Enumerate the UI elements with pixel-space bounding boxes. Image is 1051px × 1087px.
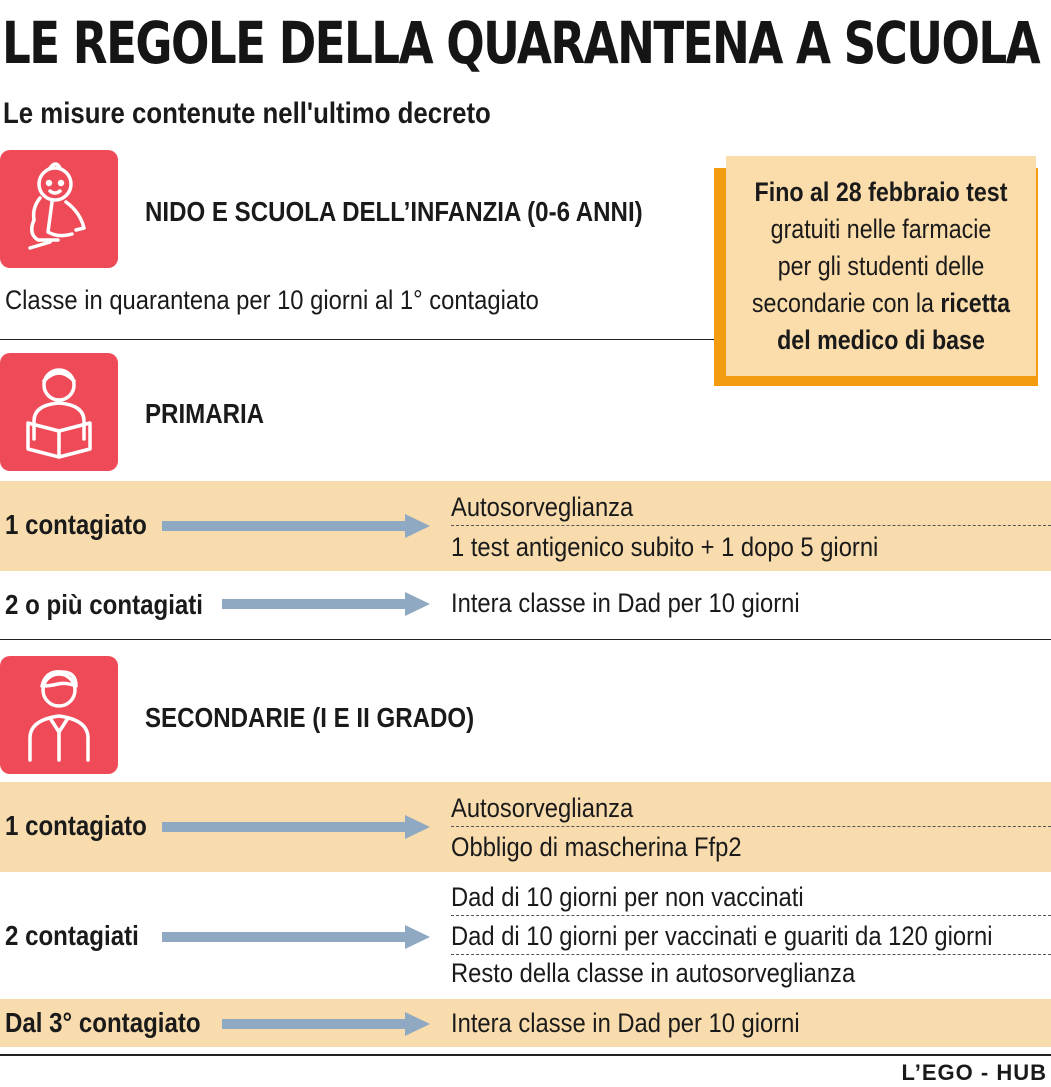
- divider: [0, 339, 714, 340]
- divider: [451, 954, 1051, 955]
- note-line-2: gratuiti nelle farmacie: [770, 213, 992, 244]
- page-title: LE REGOLE DELLA QUARANTENA A SCUOLA: [2, 9, 1040, 77]
- outcome: Dad di 10 giorni per non vaccinati: [451, 882, 804, 912]
- outcome: Dad di 10 giorni per vaccinati e guariti da 120 giorni: [451, 921, 993, 951]
- outcome: Intera classe in Dad per 10 giorni: [451, 588, 800, 618]
- arrow-icon: [162, 925, 430, 949]
- reading-child-icon: [0, 353, 118, 471]
- note-line-1: Fino al 28 febbraio test: [754, 176, 1008, 207]
- outcome: Intera classe in Dad per 10 giorni: [451, 1008, 800, 1038]
- page-subtitle: Le misure contenute nell'ultimo decreto: [3, 97, 491, 130]
- outcome: 1 test antigenico subito + 1 dopo 5 giorni: [451, 532, 879, 562]
- info-note-body: [726, 156, 1036, 376]
- info-note: [714, 168, 1038, 386]
- divider: [0, 1054, 1051, 1056]
- note-line-4a: secondarie con la: [751, 287, 941, 318]
- section-title-infanzia: NIDO E SCUOLA DELL’INFANZIA (0-6 ANNI): [145, 196, 643, 227]
- arrow-icon: [162, 815, 430, 839]
- student-icon: [0, 656, 118, 774]
- arrow-icon: [222, 592, 430, 616]
- arrow-icon: [222, 1012, 430, 1036]
- baby-icon: [0, 150, 118, 268]
- divider: [451, 915, 1051, 916]
- outcome: Resto della classe in autosorveglianza: [451, 958, 856, 988]
- row-label: 1 contagiato: [5, 509, 147, 540]
- arrow-icon: [162, 514, 430, 538]
- outcome: Autosorveglianza: [451, 492, 634, 522]
- note-line-5: del medico di base: [777, 324, 985, 355]
- section-title-primaria: PRIMARIA: [145, 398, 265, 429]
- row-label: 2 contagiati: [5, 920, 139, 951]
- row-label: Dal 3° contagiato: [5, 1007, 201, 1038]
- row-label: 2 o più contagiati: [5, 589, 204, 620]
- row-label: 1 contagiato: [5, 810, 147, 841]
- brand-credit: L’EGO - HUB: [901, 1060, 1047, 1085]
- section-title-secondarie: SECONDARIE (I E II GRADO): [145, 702, 475, 733]
- note-line-3: per gli studenti delle: [777, 250, 985, 281]
- info-note-text: [748, 174, 1015, 359]
- divider: [0, 639, 1051, 640]
- outcome: Autosorveglianza: [451, 793, 634, 823]
- divider: [451, 826, 1051, 827]
- outcome: Obbligo di mascherina Ffp2: [451, 832, 742, 862]
- infanzia-rule: Classe in quarantena per 10 giorni al 1° contagiato: [5, 285, 539, 315]
- note-line-4b: ricetta: [940, 287, 1011, 318]
- divider: [451, 525, 1051, 526]
